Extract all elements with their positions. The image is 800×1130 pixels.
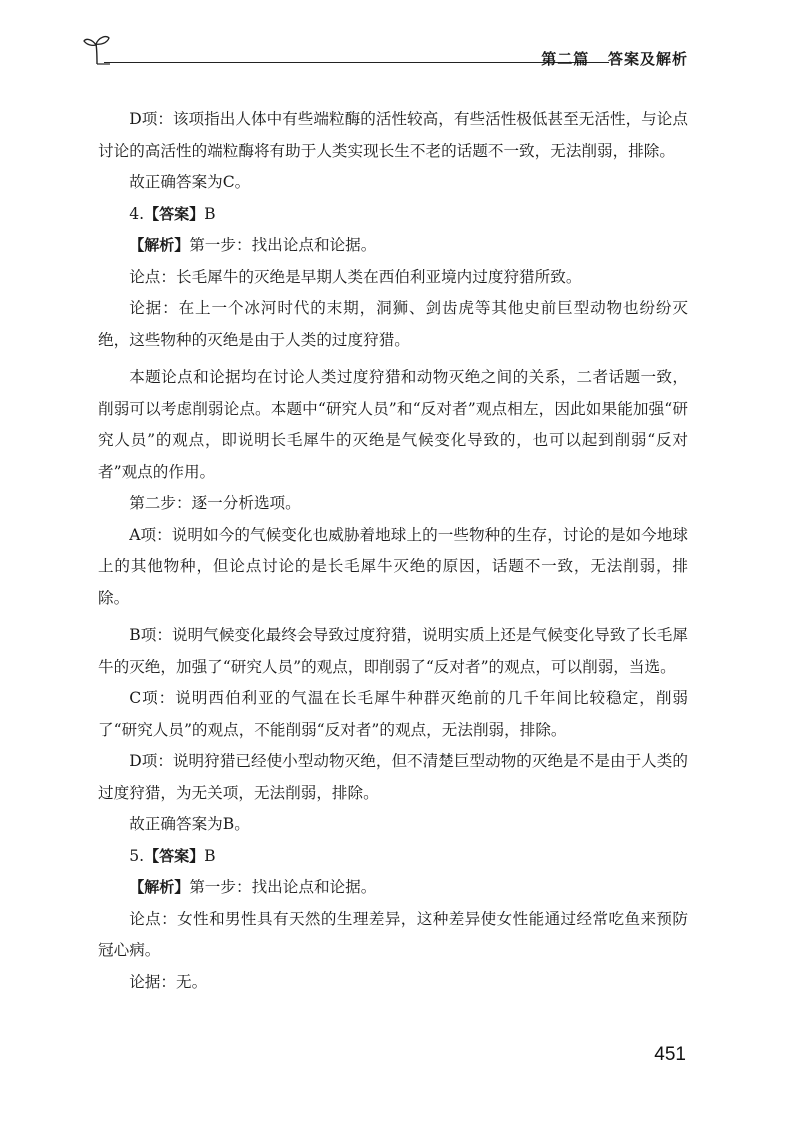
- analysis-tag: 【解析】: [129, 236, 190, 254]
- analysis-text: 第一步：找出论点和论据。: [189, 236, 377, 254]
- paragraph: 第二步：逐一分析选项。: [129, 494, 301, 512]
- paragraph: D项：该项指出人体中有些端粒酶的活性较高，有些活性极低甚至无活性，与论点讨论的高活性的端粒酶将有助于人类实现长生不老的话题不一致，无法削弱，排除。: [98, 110, 688, 160]
- paragraph: D项：说明狩猎已经使小型动物灭绝，但不清楚巨型动物的灭绝是不是由于人类的过度狩猎，为无关项，无法削弱，排除。: [98, 752, 688, 802]
- paragraph: B项：说明气候变化最终会导致过度狩猎，说明实质上还是气候变化导致了长毛犀牛的灭绝，加强了“研究人员”的观点，即削弱了“反对者”的观点，可以削弱，当选。: [98, 626, 688, 676]
- analysis-line: [98, 230, 688, 262]
- answer-tag: 【答案】: [144, 204, 205, 223]
- paragraph: 本题论点和论据均在讨论人类过度狩猎和动物灭绝之间的关系，二者话题一致，削弱可以考虑削弱论点。本题中“研究人员”和“反对者”观点相左，因此如果能加强“研究人员”的观点，即说明长毛犀牛的灭绝是气候变化导致的，也可以起到削弱“反对者”观点的作用。: [98, 368, 688, 481]
- paragraph: 论据：在上一个冰河时代的末期，洞狮、剑齿虎等其他史前巨型动物也纷纷灭绝，这些物种的灭绝是由于人类的过度狩猎。: [98, 299, 688, 349]
- answer-value: B: [204, 846, 216, 865]
- question-number: 4.: [129, 204, 145, 223]
- analysis-line: [98, 872, 688, 904]
- running-header: [82, 30, 702, 70]
- answer-explanations: [98, 104, 688, 998]
- paragraph: 论点：女性和男性具有天然的生理差异，这种差异使女性能通过经常吃鱼来预防冠心病。: [98, 909, 688, 959]
- sprout-icon: [82, 30, 112, 66]
- paragraph: 论据：无。: [129, 972, 208, 991]
- header-rule: [104, 62, 609, 63]
- paragraph: 故正确答案为C。: [129, 173, 251, 191]
- analysis-tag: 【解析】: [129, 878, 190, 896]
- paragraph: A项：说明如今的气候变化也威胁着地球上的一些物种的生存，讨论的是如今地球上的其他物种，但论点讨论的是长毛犀牛灭绝的原因，话题不一致，无法削弱，排除。: [98, 525, 688, 607]
- answer-tag: 【答案】: [144, 846, 205, 865]
- answer-value: B: [204, 204, 216, 223]
- analysis-text: 第一步：找出论点和论据。: [189, 878, 377, 896]
- answer-line: [98, 841, 688, 873]
- header-section: 第二篇: [541, 50, 590, 68]
- header-title: [541, 48, 688, 69]
- paragraph: C项：说明西伯利亚的气温在长毛犀牛种群灭绝前的几千年间比较稳定，削弱了“研究人员”的观点，不能削弱“反对者”的观点，无法削弱，排除。: [98, 689, 688, 739]
- paragraph: 故正确答案为B。: [129, 815, 250, 833]
- answer-line: [98, 199, 688, 231]
- header-subtitle: 答案及解析: [607, 50, 688, 68]
- paragraph: 论点：长毛犀牛的灭绝是早期人类在西伯利亚境内过度狩猎所致。: [129, 267, 582, 286]
- page-number: 451: [654, 1044, 686, 1065]
- question-number: 5.: [129, 846, 145, 865]
